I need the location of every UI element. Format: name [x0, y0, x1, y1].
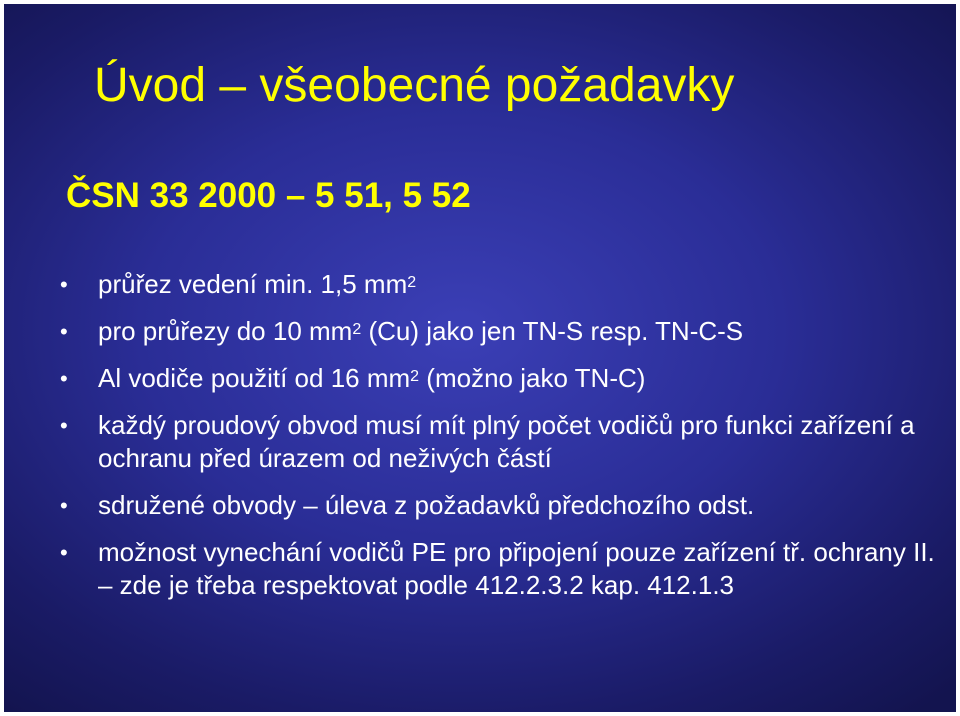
bullet-item — [60, 489, 940, 522]
bullet-list — [60, 268, 940, 616]
bullet-text: Al vodiče použití od 16 mm — [98, 363, 411, 393]
slide-title: Úvod – všeobecné požadavky — [94, 59, 735, 112]
bullet-text-tail: (možno jako TN-C) — [419, 363, 646, 393]
bullet-icon: • — [60, 272, 68, 297]
bullet-text: možnost vynechání vodičů PE pro připojení pouze zařízení tř. ochrany II. – zde je třeba respektovat podle 412.2.3.2 kap. 412.1.3 — [98, 537, 935, 600]
bullet-text: průřez vedení min. 1,5 mm — [98, 269, 408, 299]
bullet-text-tail: (Cu) jako jen TN-S resp. TN-C-S — [361, 316, 744, 346]
bullet-icon: • — [60, 413, 68, 438]
superscript: 2 — [352, 321, 362, 338]
bullet-icon: • — [60, 540, 68, 565]
bullet-item — [60, 536, 940, 602]
bullet-item — [60, 315, 940, 348]
superscript: 2 — [407, 274, 417, 291]
bullet-icon: • — [60, 319, 68, 344]
bullet-text: pro průřezy do 10 mm — [98, 316, 353, 346]
bullet-item — [60, 409, 940, 475]
bullet-text: sdružené obvody – úleva z požadavků předchozího odst. — [98, 490, 755, 520]
bullet-icon: • — [60, 493, 68, 518]
superscript: 2 — [410, 368, 420, 385]
bullet-icon: • — [60, 366, 68, 391]
slide-subtitle: ČSN 33 2000 – 5 51, 5 52 — [66, 176, 471, 215]
bullet-text: každý proudový obvod musí mít plný počet vodičů pro funkci zařízení a ochranu před úrazem od neživých částí — [98, 410, 915, 473]
slide — [4, 4, 956, 712]
bullet-item — [60, 268, 940, 301]
bullet-item — [60, 362, 940, 395]
